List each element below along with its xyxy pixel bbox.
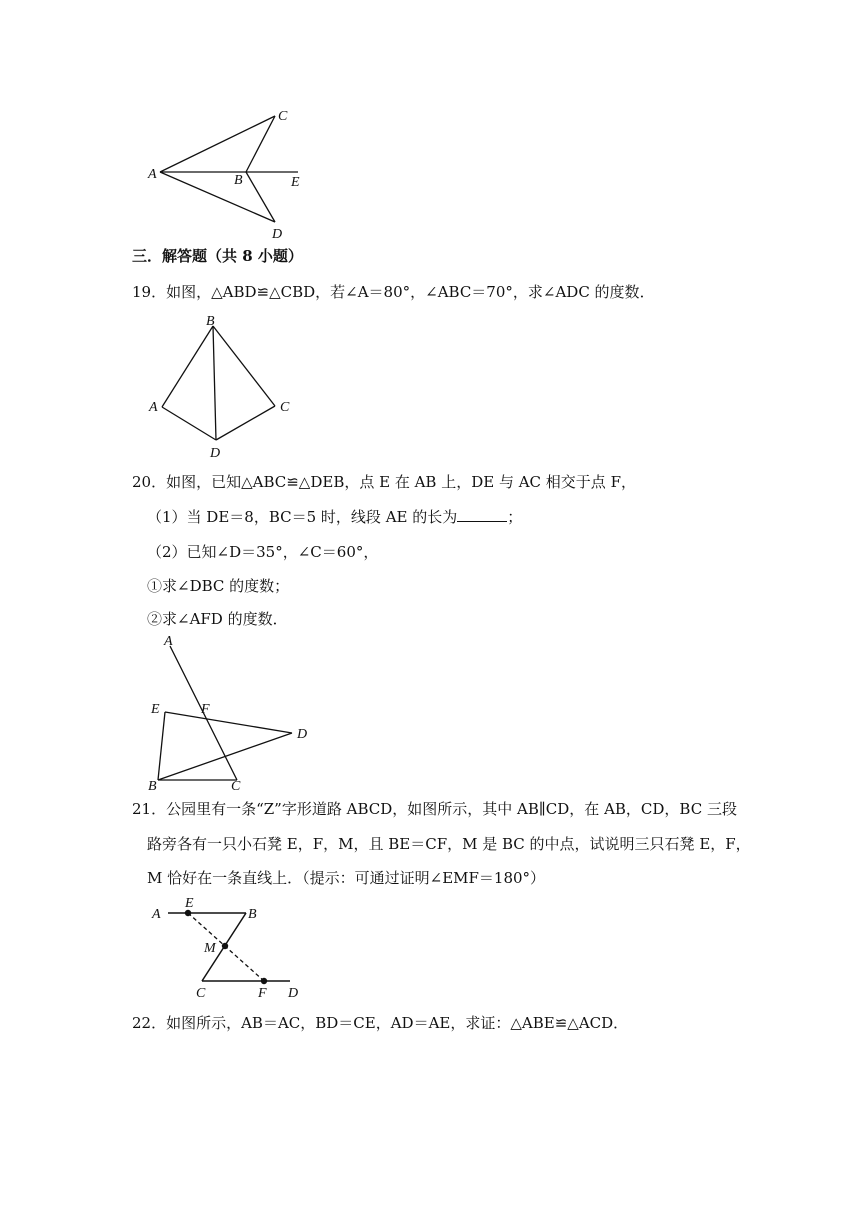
label-E: E: [291, 175, 300, 190]
label-C: C: [196, 986, 206, 1001]
label-A: A: [148, 167, 157, 182]
label-D: D: [272, 227, 283, 240]
figure-q19: [140, 312, 300, 462]
label-A: A: [149, 400, 158, 415]
label-E: E: [151, 702, 160, 717]
label-B: B: [206, 314, 215, 329]
q19-text: 19．如图，△ABD≌△CBD，若∠A＝80°，∠ABC＝70°，求∠ADC 的度数．: [132, 283, 655, 301]
label-A: A: [164, 634, 173, 649]
answer-blank[interactable]: [457, 507, 507, 522]
q20-sub1: ①求∠DBC 的度数；: [147, 577, 290, 595]
q20-sub2: ②求∠AFD 的度数．: [147, 610, 288, 628]
q22-text: 22．如图所示，AB＝AC，BD＝CE，AD＝AE，求证：△ABE≌△ACD．: [132, 1014, 629, 1032]
label-C: C: [278, 109, 288, 124]
label-B: B: [234, 173, 243, 188]
q21-line1: 21．公园里有一条“Z”字形道路 ABCD，如图所示，其中 AB∥CD，在 AB，CD，BC 三段: [132, 800, 737, 818]
q21-line3: M 恰好在一条直线上．（提示：可通过证明∠EMF＝180°）: [147, 869, 546, 887]
label-F: F: [201, 702, 210, 717]
label-B: B: [248, 907, 257, 922]
label-B: B: [148, 779, 157, 792]
q20-part2: （2）已知∠D＝35°，∠C＝60°，: [147, 543, 379, 561]
label-A: A: [152, 907, 161, 922]
section-title: 三．解答题（共 8 小题）: [132, 247, 303, 265]
figure-q21: [140, 893, 320, 1005]
q20-part1-text: （1）当 DE＝8，BC＝5 时，线段 AE 的长为: [147, 508, 458, 526]
label-E: E: [185, 896, 194, 911]
label-C: C: [280, 400, 290, 415]
label-F: F: [258, 986, 267, 1001]
label-D: D: [210, 446, 221, 461]
q20-intro: 20．如图，已知△ABC≌△DEB，点 E 在 AB 上，DE 与 AC 相交于点 F，: [132, 473, 636, 491]
label-M: M: [204, 941, 216, 956]
figure-prev-question: [140, 100, 320, 240]
label-D: D: [297, 727, 308, 742]
figure-q20: [140, 632, 320, 792]
q20-part1: [147, 507, 522, 527]
label-D: D: [288, 986, 299, 1001]
q20-part1-end: ；: [507, 508, 523, 526]
label-C: C: [231, 779, 241, 792]
q21-line2: 路旁各有一只小石凳 E，F，M，且 BE＝CF，M 是 BC 的中点，试说明三只石凳 E，F，: [147, 835, 751, 853]
